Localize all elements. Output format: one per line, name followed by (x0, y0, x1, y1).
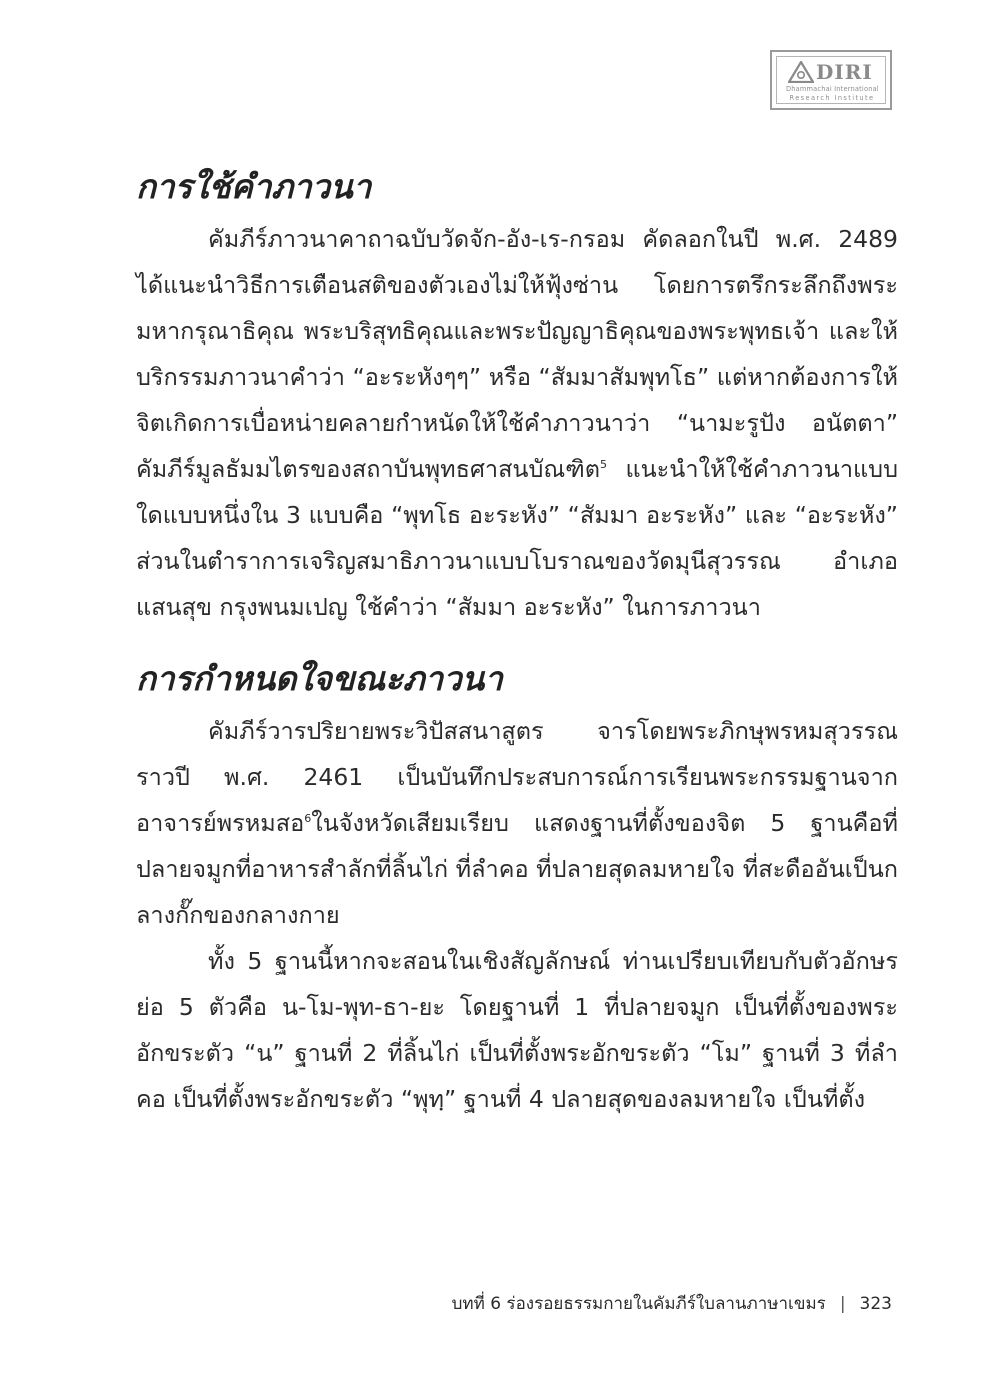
section-heading-chanting-words: การใช้คำภาวนา (136, 167, 372, 206)
paragraph-text-continued: ในจังหวัดเสียมเรียบ แสดงฐานที่ตั้งของจิต 5 ฐานคือที่ปลายจมูกที่อาหารสำลักที่ลิ้นไก่ ที่ลำคอ ที่ปลายสุดลมหายใจ ที่สะดืออันเป็นกลางกั๊กของกลางกาย (136, 809, 898, 929)
paragraph-text: คัมภีร์วารปริยายพระวิปัสสนาสูตร จารโดยพระภิกษุพรหมสุวรรณ ราวปี พ.ศ. 2461 เป็นบันทึกประสบการณ์การเรียนพระกรรมฐานจากอาจารย์พรหมสอ (136, 717, 898, 837)
footer-separator: | (839, 1294, 846, 1314)
paragraph-text-continued: แนะนำให้ใช้คำภาวนาแบบใดแบบหนึ่งใน 3 แบบคือ “พุทโธ อะระหัง” “สัมมา อะระหัง” และ “อะระหัง” ส่วนในตำราการเจริญสมาธิภาวนาแบบโบราณของวัดมุนีสุวรรณ อำเภอแสนสุข กรุงพนมเปญ ใช้คำว่า “สัมมา อะระหัง” ในการภาวนา (136, 455, 898, 621)
footnote-marker: 6 (304, 812, 312, 825)
section-heading-mind-focus: การกำหนดใจขณะภาวนา (136, 659, 503, 698)
logo-subtitle-2: Research Institute (789, 94, 875, 102)
paragraph-mind-focus-1 (136, 708, 898, 938)
paragraph-chanting-words (136, 216, 898, 630)
paragraph-text: คัมภีร์ภาวนาคาถาฉบับวัดจัก-อัง-เร-กรอม คัดลอกในปี พ.ศ. 2489 ได้แนะนำวิธีการเตือนสติของตัวเองไม่ให้ฟุ้งซ่าน โดยการตรึกระลึกถึงพระมหากรุณาธิคุณ พระบริสุทธิคุณและพระปัญญาธิคุณของพระพุทธเจ้า และให้บริกรรมภาวนาคำว่า “อะระหังๆๆ” หรือ “สัมมาสัมพุทโธ” แต่หากต้องการให้จิตเกิดการเบื่อหน่ายคลายกำหนัดให้ใช้คำภาวนาว่า “นามะรูปัง อนัตตา” คัมภีร์มูลธัมมไตรของสถาบันพุทธศาสนบัณฑิต (136, 225, 898, 483)
diri-logo (770, 50, 892, 110)
paragraph-mind-focus-2: ทั้ง 5 ฐานนี้หากจะสอนในเชิงสัญลักษณ์ ท่านเปรียบเทียบกับตัวอักษรย่อ 5 ตัวคือ น-โม-พุท-ธา-ยะ โดยฐานที่ 1 ที่ปลายจมูก เป็นที่ตั้งของพระอักขระตัว “น” ฐานที่ 2 ที่ลิ้นไก่ เป็นที่ตั้งพระอักขระตัว “โม” ฐานที่ 3 ที่ลำคอ เป็นที่ตั้งพระอักขระตัว “พุทฺ” ฐานที่ 4 ปลายสุดของลมหายใจ เป็นที่ตั้ง (136, 947, 898, 1113)
page-footer (452, 1290, 892, 1317)
page-number: 323 (859, 1294, 892, 1314)
footnote-marker: 5 (599, 458, 607, 471)
page-body (136, 158, 898, 1122)
logo-subtitle-1: Dhammachai International (786, 85, 879, 93)
chapter-title: บทที่ 6 ร่องรอยธรรมกายในคัมภีร์ใบลานภาษาเขมร (451, 1294, 826, 1314)
logo-mark: DIRI (816, 60, 873, 84)
triangle-logo-icon (788, 61, 814, 83)
